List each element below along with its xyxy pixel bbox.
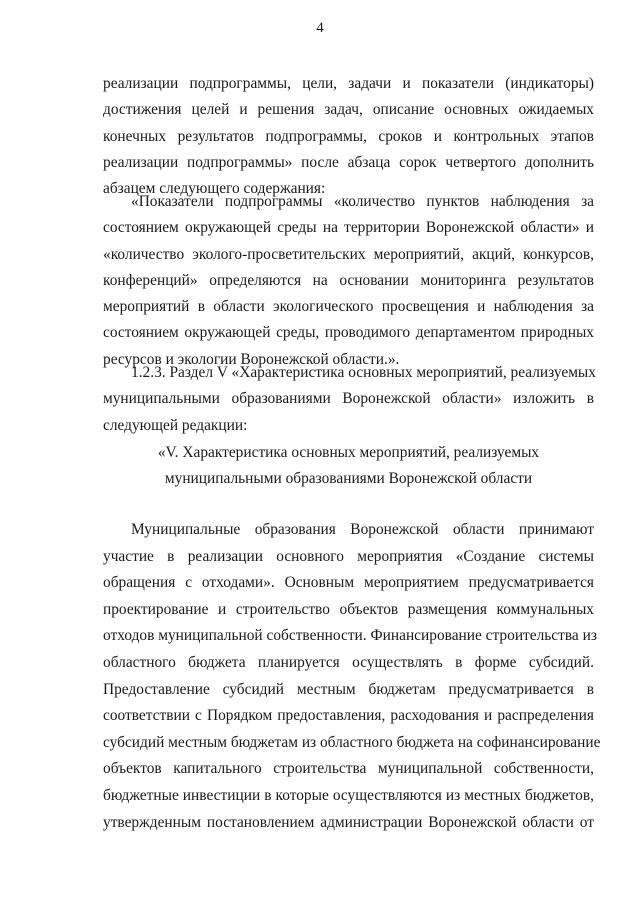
text-line: областного бюджета планируется осуществлять в форме субсидий.: [103, 653, 594, 671]
text-line: абзацем следующего содержания:: [103, 180, 326, 198]
text-line: Муниципальные образования Воронежской области принимают: [131, 521, 594, 538]
text-line: обращения с отходами». Основным мероприятием предусматривается: [103, 574, 594, 592]
page-number: 4: [316, 20, 324, 36]
text-line: бюджетные инвестиции в которые осуществляются из местных бюджетов,: [103, 786, 594, 804]
paragraph-intro: [103, 71, 594, 202]
paragraph-section-change: [103, 360, 594, 439]
text-line: мероприятий в области экологического просвещения и наблюдения за: [103, 298, 594, 316]
text-line: объектов капитального строительства муниципальной собственности,: [103, 760, 594, 778]
section-heading: [103, 440, 594, 493]
heading-line: муниципальными образованиями Воронежской области: [164, 470, 533, 488]
text-line: состоянием окружающей среды, проводимого департаментом природных: [103, 324, 594, 342]
text-line: «Показатели подпрограммы «количество пунктов наблюдения за: [131, 193, 594, 210]
text-line: муниципальными образованиями Воронежской области» изложить в: [103, 390, 594, 408]
paragraph-indicators: [103, 189, 594, 373]
text-line: Предоставление субсидий местным бюджетам предусматривается в: [103, 680, 594, 698]
text-line: утвержденным постановлением администрации Воронежской области от: [103, 813, 594, 831]
text-line: соответствии с Порядком предоставления, расходования и распределения: [103, 707, 594, 725]
text-line: реализации подпрограммы, цели, задачи и показатели (индикаторы): [103, 75, 594, 92]
text-line: реализации подпрограммы» после абзаца сорок четвертого дополнить: [103, 153, 594, 171]
text-line: конференций» определяются на основании мониторинга результатов: [103, 271, 594, 289]
text-line: следующей редакции:: [103, 416, 248, 434]
text-line: отходов муниципальной собственности. Финансирование строительства из: [103, 627, 597, 645]
text-line: состоянием окружающей среды на территории Воронежской области» и: [103, 219, 594, 237]
text-line: «количество эколого-просветительских мероприятий, акций, конкурсов,: [103, 245, 594, 263]
text-line: участие в реализации основного мероприятия «Создание системы: [103, 547, 594, 565]
text-line: проектирование и строительство объектов размещения коммунальных: [103, 600, 594, 618]
text-line: конечных результатов подпрограммы, сроков и контрольных этапов: [103, 127, 594, 145]
text-line: ресурсов и экологии Воронежской области.».: [103, 350, 400, 368]
text-line: 1.2.3. Раздел V «Характеристика основных мероприятий, реализуемых: [131, 364, 596, 381]
heading-line: «V. Характеристика основных мероприятий, реализуемых: [157, 444, 540, 461]
paragraph-municipal: [103, 517, 601, 836]
text-line: достижения целей и решения задач, описание основных ожидаемых: [103, 101, 594, 119]
text-line: субсидий местным бюджетам из областного бюджета на софинансирование: [103, 733, 601, 751]
